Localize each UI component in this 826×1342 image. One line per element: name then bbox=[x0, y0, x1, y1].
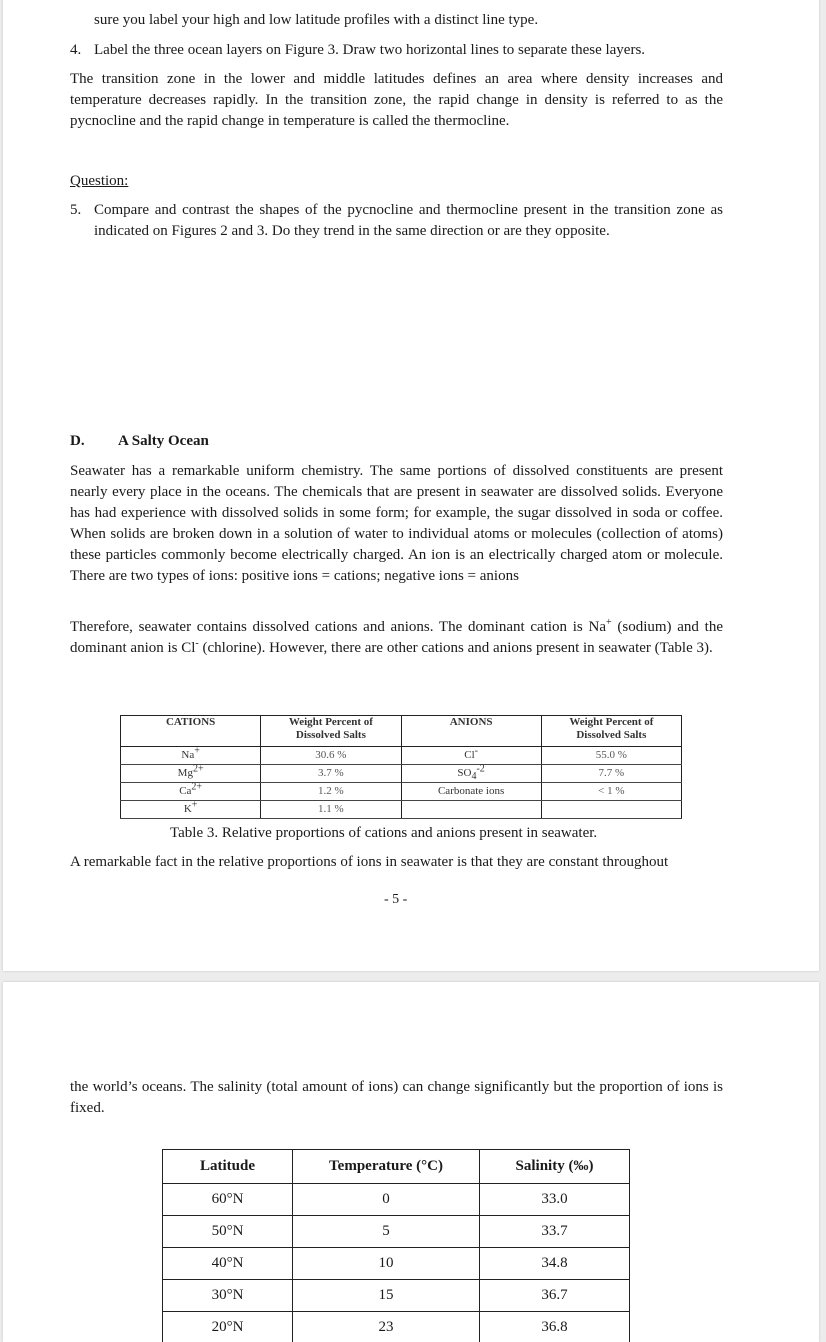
salinity-cell: 36.7 bbox=[480, 1280, 630, 1312]
paragraph-therefore-part-2: (sodium) and the dominant anion is Cl bbox=[70, 619, 723, 656]
cation-symbol: Na bbox=[181, 749, 194, 761]
latitude-cell: 50°N bbox=[163, 1216, 293, 1248]
cation-percent: 1.1 % bbox=[261, 801, 401, 819]
page-number: - 5 - bbox=[384, 889, 407, 910]
table-row bbox=[121, 783, 682, 801]
table-row bbox=[163, 1184, 630, 1216]
salinity-cell: 34.8 bbox=[480, 1248, 630, 1280]
temperature-cell: 10 bbox=[293, 1248, 480, 1280]
anion-percent: 7.7 % bbox=[541, 765, 681, 783]
temperature-cell: 5 bbox=[293, 1216, 480, 1248]
anion-cell: Carbonate ions bbox=[401, 783, 541, 801]
table-3-ion-proportions bbox=[120, 715, 682, 819]
paragraph-therefore-part-1: Therefore, seawater contains dissolved cations and anions. The dominant cation is Na bbox=[70, 619, 606, 635]
cation-charge: 2+ bbox=[193, 763, 204, 774]
table-header-row bbox=[121, 716, 682, 747]
item-4-number: 4. bbox=[70, 40, 81, 61]
table-row bbox=[163, 1312, 630, 1342]
header-anion-weight bbox=[541, 716, 681, 747]
anion-charge: -2 bbox=[476, 763, 484, 774]
anion-cell bbox=[401, 765, 541, 783]
header-cation-weight-line1: Weight Percent of bbox=[261, 716, 400, 729]
anion-charge: - bbox=[475, 745, 478, 756]
salinity-cell: 33.0 bbox=[480, 1184, 630, 1216]
cation-charge: 2+ bbox=[191, 781, 202, 792]
latitude-cell: 60°N bbox=[163, 1184, 293, 1216]
cation-cell bbox=[121, 765, 261, 783]
cation-symbol: Ca bbox=[179, 785, 191, 797]
latitude-temperature-salinity-table bbox=[162, 1149, 630, 1342]
temperature-cell: 15 bbox=[293, 1280, 480, 1312]
table-row bbox=[163, 1216, 630, 1248]
header-anions: ANIONS bbox=[401, 716, 541, 747]
header-cation-weight-line2: Dissolved Salts bbox=[261, 729, 400, 742]
table-3-caption: Table 3. Relative proportions of cations and anions present in seawater. bbox=[170, 823, 597, 844]
latitude-cell: 40°N bbox=[163, 1248, 293, 1280]
anion-percent: < 1 % bbox=[541, 783, 681, 801]
section-letter: D. bbox=[70, 431, 85, 452]
cation-cell bbox=[121, 783, 261, 801]
anion-cell bbox=[401, 747, 541, 765]
cation-cell bbox=[121, 801, 261, 819]
anion-cell bbox=[401, 801, 541, 819]
temperature-cell: 23 bbox=[293, 1312, 480, 1342]
cation-symbol: K bbox=[184, 803, 192, 815]
salinity-cell: 36.8 bbox=[480, 1312, 630, 1342]
chlorine-charge: - bbox=[195, 638, 198, 649]
header-latitude: Latitude bbox=[163, 1150, 293, 1184]
table-row bbox=[121, 747, 682, 765]
anion-symbol: SO bbox=[457, 767, 471, 779]
sodium-charge: + bbox=[606, 617, 612, 628]
anion-percent bbox=[541, 801, 681, 819]
header-cation-weight bbox=[261, 716, 401, 747]
cation-cell bbox=[121, 747, 261, 765]
header-anion-weight-line2: Dissolved Salts bbox=[542, 729, 681, 742]
section-title: A Salty Ocean bbox=[118, 431, 209, 452]
anion-percent: 55.0 % bbox=[541, 747, 681, 765]
cation-percent: 1.2 % bbox=[261, 783, 401, 801]
question-label: Question: bbox=[70, 171, 128, 192]
temperature-cell: 0 bbox=[293, 1184, 480, 1216]
table-row bbox=[121, 801, 682, 819]
cation-charge: + bbox=[194, 745, 200, 756]
latitude-cell: 20°N bbox=[163, 1312, 293, 1342]
anion-symbol: Cl bbox=[464, 749, 474, 761]
document-page-6 bbox=[3, 982, 819, 1342]
cation-percent: 3.7 % bbox=[261, 765, 401, 783]
header-cations: CATIONS bbox=[121, 716, 261, 747]
paragraph-seawater: Seawater has a remarkable uniform chemistry. The same portions of dissolved constituents are present nearly every place in the oceans. The chemicals that are present in seawater are dissolved solids. Everyone has had experience with dissolved solids in some form; for example, the sugar dissolved in soda or coffee. When solids are broken down in a solution of water to individual atoms or molecules (collection of atoms) these particles commonly become electrically charged. An ion is an electrically charged atom or molecule. There are two types of ions: positive ions = cations; negative ions = anions bbox=[70, 461, 723, 587]
paragraph-transition-zone: The transition zone in the lower and middle latitudes defines an area where density increases and temperature decreases rapidly. In the transition zone, the rapid change in density is referred to as the pycnocline and the rapid change in temperature is called the thermocline. bbox=[70, 69, 723, 132]
document-page-5 bbox=[3, 0, 819, 971]
table-row bbox=[163, 1248, 630, 1280]
table-row bbox=[163, 1280, 630, 1312]
item-5-number: 5. bbox=[70, 200, 81, 221]
header-temperature: Temperature (°C) bbox=[293, 1150, 480, 1184]
paragraph-remarkable: A remarkable fact in the relative proportions of ions in seawater is that they are constant throughout bbox=[70, 852, 668, 873]
cation-symbol: Mg bbox=[178, 767, 193, 779]
instruction-line: sure you label your high and low latitude profiles with a distinct line type. bbox=[94, 10, 538, 31]
latitude-cell: 30°N bbox=[163, 1280, 293, 1312]
header-anion-weight-line1: Weight Percent of bbox=[542, 716, 681, 729]
cation-percent: 30.6 % bbox=[261, 747, 401, 765]
header-salinity: Salinity (‰) bbox=[480, 1150, 630, 1184]
paragraph-therefore-part-3: (chlorine). However, there are other cations and anions present in seawater (Table 3). bbox=[199, 640, 713, 656]
paragraph-continued: the world’s oceans. The salinity (total amount of ions) can change significantly but the proportion of ions is fixed. bbox=[70, 1077, 723, 1119]
item-4-text: Label the three ocean layers on Figure 3. Draw two horizontal lines to separate these layers. bbox=[94, 40, 645, 61]
item-5-text: Compare and contrast the shapes of the pycnocline and thermocline present in the transition zone as indicated on Figures 2 and 3. Do they trend in the same direction or are they opposite. bbox=[94, 200, 723, 242]
anion-subscript: 4 bbox=[471, 771, 476, 782]
cation-charge: + bbox=[192, 799, 198, 810]
paragraph-therefore bbox=[70, 617, 723, 659]
table-row bbox=[121, 765, 682, 783]
salinity-cell: 33.7 bbox=[480, 1216, 630, 1248]
table-header-row bbox=[163, 1150, 630, 1184]
